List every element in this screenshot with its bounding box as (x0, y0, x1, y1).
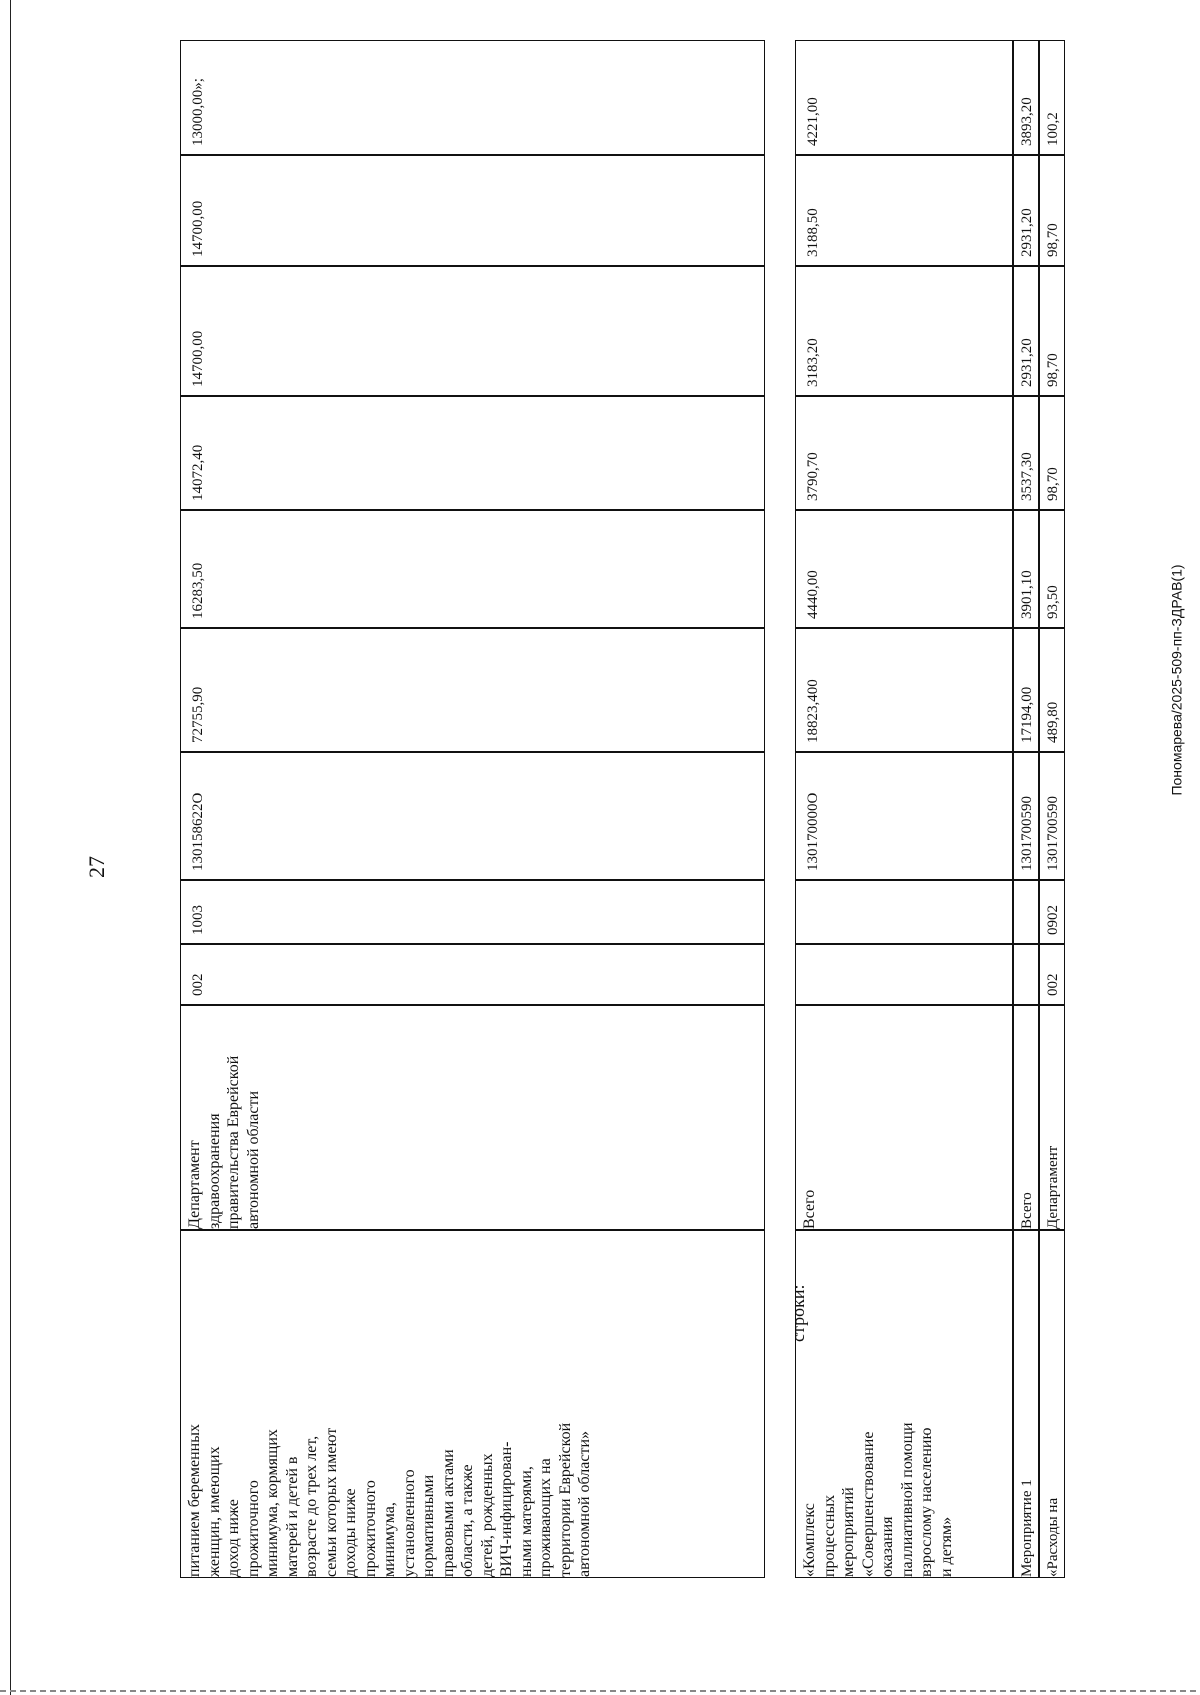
t2-row2-csr-text: 1301700590 (1019, 796, 1035, 871)
t2-row3-v1-text: 93,50 (1045, 585, 1061, 619)
t2-row1-name (795, 1230, 1013, 1578)
t1-cell-rzpr (180, 880, 765, 944)
t2-row3-v3 (1039, 266, 1065, 396)
t1-cell-csr-text: 130158622О (190, 792, 206, 871)
t1-cell-executor-text: Департамент здравоохранения правительства Еврейской автономной области (186, 1055, 262, 1229)
t1-cell-v1 (180, 510, 765, 628)
t1-cell-name-text: питанием беременных женщин, имеющих доход ниже прожиточного минимума, кормящих матерей и детей в возрасте до трех лет, семьи которых имеют доходы ниже прожиточного минимума, установленного нормативными правовыми актами области, а также детей, рожденных ВИЧ-инфицирован- ными матерями, проживающих на территории Еврейской автономной области» (186, 1422, 594, 1577)
t1-cell-v4-text: 14700,00 (190, 200, 206, 257)
t2-row1-v5 (795, 40, 1013, 155)
t2-row1-executor-text: Всего (801, 1189, 818, 1229)
t2-row3-v4 (1039, 155, 1065, 266)
t2-row2-executor (1013, 1005, 1039, 1230)
t2-row1-v4-text: 3188,50 (805, 208, 821, 257)
document-code: Пономарева/2025-509-пп-ЗДРАВ(1) (1169, 564, 1185, 796)
t2-row3-v5-text: 100,2 (1045, 112, 1061, 146)
t2-row3-v2 (1039, 396, 1065, 510)
t2-row2-v4-text: 2931,20 (1019, 208, 1035, 257)
t2-row1-grbs (795, 944, 1013, 1005)
t2-row1-v4 (795, 155, 1013, 266)
t2-row3-v1 (1039, 510, 1065, 628)
t2-row2-v2-text: 3537,30 (1019, 452, 1035, 501)
t2-row3-rzpr (1039, 880, 1065, 944)
section-label: строки: (788, 1284, 808, 1342)
t1-cell-grbs (180, 944, 765, 1005)
t2-row3-name (1039, 1230, 1065, 1578)
t2-row1-v5-text: 4221,00 (805, 97, 821, 146)
t1-cell-csr (180, 752, 765, 880)
t2-row1-executor (795, 1005, 1013, 1230)
t1-cell-grbs-text: 002 (190, 973, 206, 996)
t2-row2-v5 (1013, 40, 1039, 155)
t2-row3-name-text: «Расходы на (1045, 1497, 1061, 1577)
t2-row1-csr (795, 752, 1013, 880)
t2-row2-v0 (1013, 628, 1039, 752)
t1-cell-v3 (180, 266, 765, 396)
t2-row3-executor (1039, 1005, 1065, 1230)
t2-row1-rzpr (795, 880, 1013, 944)
t2-row3-csr-text: 1301700590 (1045, 796, 1061, 871)
t2-row1-v1 (795, 510, 1013, 628)
t2-row3-v4-text: 98,70 (1045, 223, 1061, 257)
t2-row1-v3 (795, 266, 1013, 396)
t2-row2-v2 (1013, 396, 1039, 510)
t2-row2-v4 (1013, 155, 1039, 266)
t1-cell-v1-text: 16283,50 (190, 562, 206, 619)
t1-cell-v2 (180, 396, 765, 510)
t1-cell-v2-text: 14072,40 (190, 444, 206, 501)
t2-row3-v2-text: 98,70 (1045, 467, 1061, 501)
t2-row1-name-text: «Комплекс процессных мероприятий «Совершенствование оказания паллиативной помощи взрослому населению и детям» (801, 1422, 955, 1577)
t2-row2-grbs (1013, 944, 1039, 1005)
t2-row1-v1-text: 4440,00 (805, 570, 821, 619)
t2-row3-v5 (1039, 40, 1065, 155)
t2-row1-csr-text: 130170000О (805, 792, 821, 871)
t2-row3-v0 (1039, 628, 1065, 752)
scan-artifact-line (0, 1690, 1200, 1692)
t1-cell-v0 (180, 628, 765, 752)
t1-cell-v0-text: 72755,90 (190, 686, 206, 743)
t1-cell-rzpr-text: 1003 (190, 905, 206, 935)
t2-row3-v3-text: 98,70 (1045, 353, 1061, 387)
t2-row3-v0-text: 489,80 (1045, 701, 1061, 743)
t2-row2-executor-text: Всего (1019, 1192, 1035, 1229)
t1-cell-v5-text: 13000,00»; (190, 78, 206, 146)
t1-cell-v4 (180, 155, 765, 266)
t2-row2-v3 (1013, 266, 1039, 396)
t2-row2-v1-text: 3901,10 (1019, 570, 1035, 619)
scan-edge-line (10, 0, 11, 1695)
t1-cell-executor (180, 1005, 765, 1230)
t2-row3-grbs-text: 002 (1045, 973, 1061, 996)
t2-row2-v5-text: 3893,20 (1019, 97, 1035, 146)
page-number: 27 (84, 856, 109, 878)
t2-row1-v2-text: 3790,70 (805, 452, 821, 501)
t1-cell-v5 (180, 40, 765, 155)
t2-row1-v2 (795, 396, 1013, 510)
t2-row1-v0-text: 18823,400 (805, 679, 821, 743)
t2-row2-csr (1013, 752, 1039, 880)
t2-row2-name (1013, 1230, 1039, 1578)
t1-cell-name (180, 1230, 765, 1578)
t2-row2-name-text: Мероприятие 1 (1019, 1479, 1035, 1577)
t2-row1-v0 (795, 628, 1013, 752)
t2-row3-rzpr-text: 0902 (1045, 905, 1061, 935)
t2-row3-csr (1039, 752, 1065, 880)
t2-row1-v3-text: 3183,20 (805, 338, 821, 387)
t2-row3-executor-text: Департамент (1045, 1145, 1061, 1229)
t2-row2-v1 (1013, 510, 1039, 628)
t1-cell-v3-text: 14700,00 (190, 330, 206, 387)
t2-row3-grbs (1039, 944, 1065, 1005)
t2-row2-v0-text: 17194,00 (1019, 686, 1035, 743)
t2-row2-v3-text: 2931,20 (1019, 338, 1035, 387)
t2-row2-rzpr (1013, 880, 1039, 944)
